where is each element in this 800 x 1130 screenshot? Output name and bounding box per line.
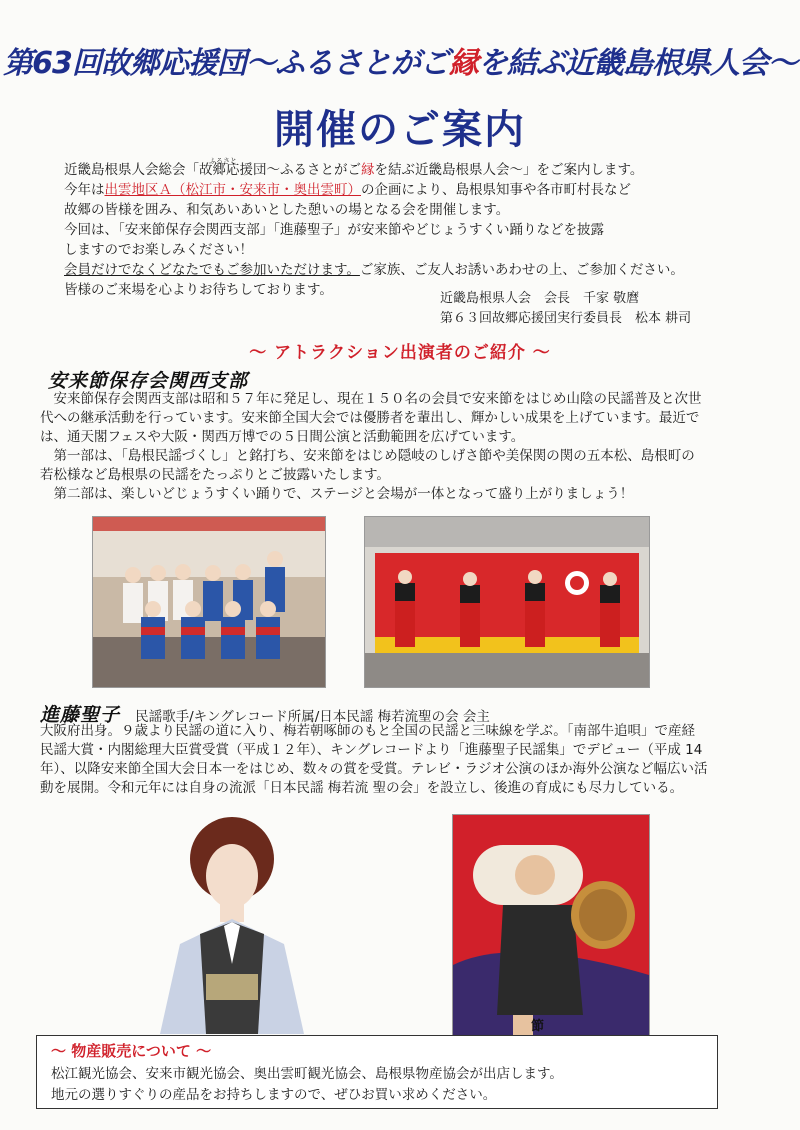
singer-photo-image (140, 814, 320, 1034)
performer2-text: 民謡大賞・内閣総理大臣賞受賞（平成１２年）、キングレコードより「進藤聖子民謡集」でデビュー（平成 14 (40, 742, 703, 758)
performer2-text: 年）、以降安来節全国大会日本一をはじめ、数々の賞を受賞。テレビ・ラジオ公演のほか海外公演など幅広い活 (40, 761, 708, 777)
intro-line-2 (64, 180, 744, 200)
performer2-title: 民謡歌手/キングレコード所属/日本民謡 梅若流聖の会 会主 (135, 709, 490, 725)
performer2-name: 進藤聖子 (40, 704, 121, 726)
performer1-text: 若松様など島根県の民謡をたっぷりとご披露いたします。 (40, 467, 390, 483)
intro-text (64, 157, 744, 300)
page-subtitle: 開催のご案内 (274, 107, 526, 153)
performer1-text: 第一部は、「島根民謡づくし」と銘打ち、安来節をはじめ隠岐のしげさ節や美保関の関の五本松、島根町の (40, 448, 695, 464)
products-box (36, 1035, 718, 1109)
products-line-2: 地元の選りすぐりの産品をお持ちしますので、ぜひお買い求めください。 (51, 1087, 497, 1103)
intro-line-4: 今回は、「安来節保存会関西支部」「進藤聖子」が安来節やどじょうすくい踊りなどを披露 (64, 222, 604, 238)
performer2-description (40, 722, 780, 798)
intro-l1-red: 縁 (361, 162, 375, 178)
stage-photo-image (365, 517, 649, 687)
intro-l1-b: 応援団～ふるさとがご (226, 162, 361, 178)
event-title (0, 38, 800, 82)
title-text-b: を結ぶ近畿島根県人会～ (477, 46, 797, 81)
intro-line-7: 皆様のご来場を心よりお待ちしております。 (64, 282, 333, 298)
dancer-photo-image (453, 815, 649, 1037)
signature-chair: 近畿島根県人会 会長 千家 敬麿 (440, 291, 640, 306)
stage-photo (364, 516, 650, 688)
intro-l2-b: の企画により、島根県知事や各市町村長など (361, 182, 631, 198)
performer1-text: 代への継承活動を行っています。安来節全国大会では優勝者を輩出し、輝かしい成果を上げています。最近で (40, 410, 700, 426)
ruby-text: ふるさと (209, 157, 237, 165)
intro-line-6 (64, 260, 744, 280)
intro-line-1 (64, 157, 744, 180)
intro-line-5: しますのでお楽しみください！ (64, 242, 253, 258)
section-title-attractions: ～ アトラクション出演者のご紹介 ～ (249, 343, 551, 363)
performer1-text: 安来節保存会関西支部は昭和５７年に発足し、現在１５０名の会員で安来節をはじめ山陰の民謡普及と次世 (40, 391, 702, 407)
products-line-1: 松江観光協会、安来市観光協会、奥出雲町観光協会、島根県物産協会が出店します。 (51, 1066, 563, 1082)
performer1-name: 安来節保存会関西支部 (48, 370, 249, 392)
performer2-text: 動を展開。令和元年には自身の流派「日本民謡 梅若流 聖の会」を設立し、後進の育成にも尽力している。 (40, 780, 684, 796)
products-heading: ～ 物産販売について ～ (51, 1042, 212, 1060)
intro-l2-a: 今年は (64, 182, 105, 198)
performer1-text: 第二部は、楽しいどじょうすくい踊りで、ステージと会場が一体となって盛り上がりましょう！ (40, 486, 634, 502)
intro-l1-c: を結ぶ近畿島根県人会～」をご案内します。 (374, 162, 644, 178)
dancer-photo (452, 814, 650, 1038)
intro-l1-a: 近畿島根県人会総会「 (64, 162, 199, 178)
group-photo (92, 516, 326, 688)
dancer-photo-caption: 節 (531, 1019, 545, 1034)
intro-open-to-all: 会員だけでなくどなたでもご参加いただけます。 (64, 262, 360, 278)
title-text-a: 第63回故郷応援団～ふるさとがご (3, 46, 449, 81)
signature (440, 289, 760, 329)
group-photo-image (93, 517, 325, 687)
intro-line-3: 故郷の皆様を囲み、和気あいあいとした憩いの場となる会を開催します。 (64, 202, 510, 218)
intro-l6-b: ご家族、ご友人お誘いあわせの上、ご参加ください。 (359, 262, 684, 278)
ruby-furusato (199, 157, 237, 180)
signature-committee: 第６３回故郷応援団実行委員長 松本 耕司 (440, 311, 692, 326)
ruby-base: 故郷 (199, 162, 226, 178)
singer-photo (140, 814, 320, 1034)
performer2-text: 大阪府出身。９歳より民謡の道に入り、梅若朝啄師のもと全国の民謡と三味線を学ぶ。「南部牛追唄」で産経 (40, 723, 696, 739)
intro-district: 出雲地区Ａ（松江市・安来市・奥出雲町） (104, 182, 361, 198)
title-highlight: 縁 (448, 46, 478, 81)
performer1-text: は、通天閣フェスや大阪・関西万博での５日間公演と活動範囲を広げています。 (40, 429, 525, 445)
performer1-description (40, 390, 780, 504)
